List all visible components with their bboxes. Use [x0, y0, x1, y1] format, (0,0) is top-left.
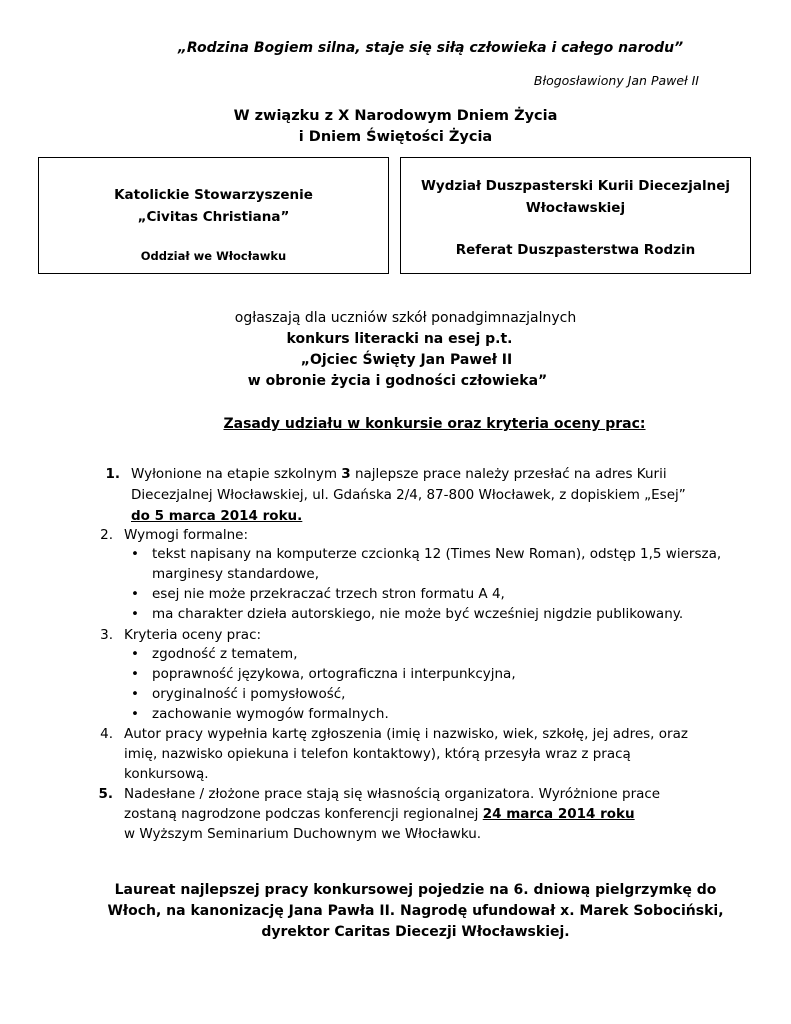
rule-2-bullet-1-line-1: tekst napisany na komputerze czcionką 12 (Times New Roman), odstęp 1,5 wiersza, [152, 546, 722, 562]
rule-3-bullet-4: zachowanie wymogów formalnych. [152, 706, 389, 722]
announcement-contest-title-2: w obronie życia i godności człowieka” [247, 373, 548, 389]
rule-2-number: 2. [100, 527, 113, 543]
rules-heading: Zasady udziału w konkursie oraz kryteria oceny prac: [223, 416, 646, 432]
rule-1-line-1 [131, 466, 667, 482]
rule-1-text-c: najlepsze prace należy przesłać na adres Kurii [350, 466, 667, 482]
bullet-icon: • [131, 646, 139, 662]
laureate-line-2: Włoch, na kanonizację Jana Pawła II. Nagrodę ufundował x. Marek Sobociński, [107, 903, 724, 919]
laureate-line-3: dyrektor Caritas Diecezji Włocławskiej. [261, 924, 570, 940]
rule-5-conference-date: 24 marca 2014 roku [482, 806, 635, 822]
announcement-contest-title-1: „Ojciec Święty Jan Paweł II [300, 352, 513, 368]
rule-1-number: 1. [105, 466, 120, 482]
rule-4-line-2: imię, nazwisko opiekuna i telefon kontaktowy), którą przesyła wraz z pracą [124, 746, 631, 762]
organizer-box-right [400, 157, 751, 274]
occasion-line-1: W związku z X Narodowym Dniem Życia [233, 108, 558, 124]
rule-1-text-a: Wyłonione na etapie szkolnym [131, 466, 342, 482]
rule-4-line-3: konkursową. [124, 766, 209, 782]
bullet-icon: • [131, 546, 139, 562]
organizer-left-branch: Oddział we Włocławku [140, 249, 287, 263]
occasion-line-2: i Dniem Świętości Życia [298, 129, 493, 145]
occasion-heading [0, 106, 791, 148]
motto-quote: „Rodzina Bogiem silna, staje się siłą człowieka i całego narodu” [177, 40, 684, 56]
bullet-icon: • [131, 706, 139, 722]
rule-2-bullet-3: ma charakter dzieła autorskiego, nie może być wcześniej nigdzie publikowany. [152, 606, 684, 622]
rule-5-line-2 [124, 806, 635, 822]
bullet-icon: • [131, 686, 139, 702]
rule-2-title: Wymogi formalne: [124, 527, 249, 543]
laureate-paragraph [0, 880, 791, 943]
rule-5-line-1: Nadesłane / złożone prace stają się własnością organizatora. Wyróżnione prace [124, 786, 661, 802]
rule-1-line-2: Diecezjalnej Włocławskiej, ul. Gdańska 2/4, 87-800 Włocławek, z dopiskiem „Esej” [131, 487, 686, 503]
rule-3-bullet-3: oryginalność i pomysłowość, [152, 686, 346, 702]
organizer-left-name-1: Katolickie Stowarzyszenie [114, 187, 313, 203]
announcement-line-2: konkurs literacki na esej p.t. [286, 331, 513, 347]
rule-2-bullet-2: esej nie może przekraczać trzech stron formatu A 4, [152, 586, 505, 602]
rule-5-text-a: zostaną nagrodzone podczas konferencji regionalnej [124, 806, 483, 822]
bullet-icon: • [131, 586, 139, 602]
rule-2-bullet-1-line-2: marginesy standardowe, [152, 566, 320, 582]
rule-3-number: 3. [100, 627, 113, 643]
organizer-right-department: Referat Duszpasterstwa Rodzin [455, 242, 696, 258]
rule-5-number: 5. [98, 786, 113, 802]
bullet-icon: • [131, 606, 139, 622]
announcement-line-1: ogłaszają dla uczniów szkół ponadgimnazjalnych [234, 310, 577, 326]
organizer-left-name-2: „Civitas Christiana” [137, 209, 290, 225]
rule-1-deadline: do 5 marca 2014 roku. [131, 508, 303, 524]
organizer-right-name-2: Włocławskiej [525, 200, 626, 216]
organizer-box-left [38, 157, 389, 274]
announcement [0, 308, 791, 392]
rule-3-bullet-1: zgodność z tematem, [152, 646, 298, 662]
laureate-line-1: Laureat najlepszej pracy konkursowej pojedzie na 6. dniową pielgrzymkę do [114, 882, 717, 898]
bullet-icon: • [131, 666, 139, 682]
rule-1-count: 3 [341, 466, 351, 482]
rule-5-line-3: w Wyższym Seminarium Duchownym we Włocławku. [124, 826, 482, 842]
rule-3-bullet-2: poprawność językowa, ortograficzna i interpunkcyjna, [152, 666, 516, 682]
organizer-right-name-1: Wydział Duszpasterski Kurii Diecezjalnej [421, 178, 730, 194]
rule-4-line-1: Autor pracy wypełnia kartę zgłoszenia (imię i nazwisko, wiek, szkołę, jej adres, oraz [124, 726, 688, 742]
rule-3-title: Kryteria oceny prac: [124, 627, 262, 643]
motto-author: Błogosławiony Jan Paweł II [533, 73, 699, 88]
rule-4-number: 4. [100, 726, 113, 742]
